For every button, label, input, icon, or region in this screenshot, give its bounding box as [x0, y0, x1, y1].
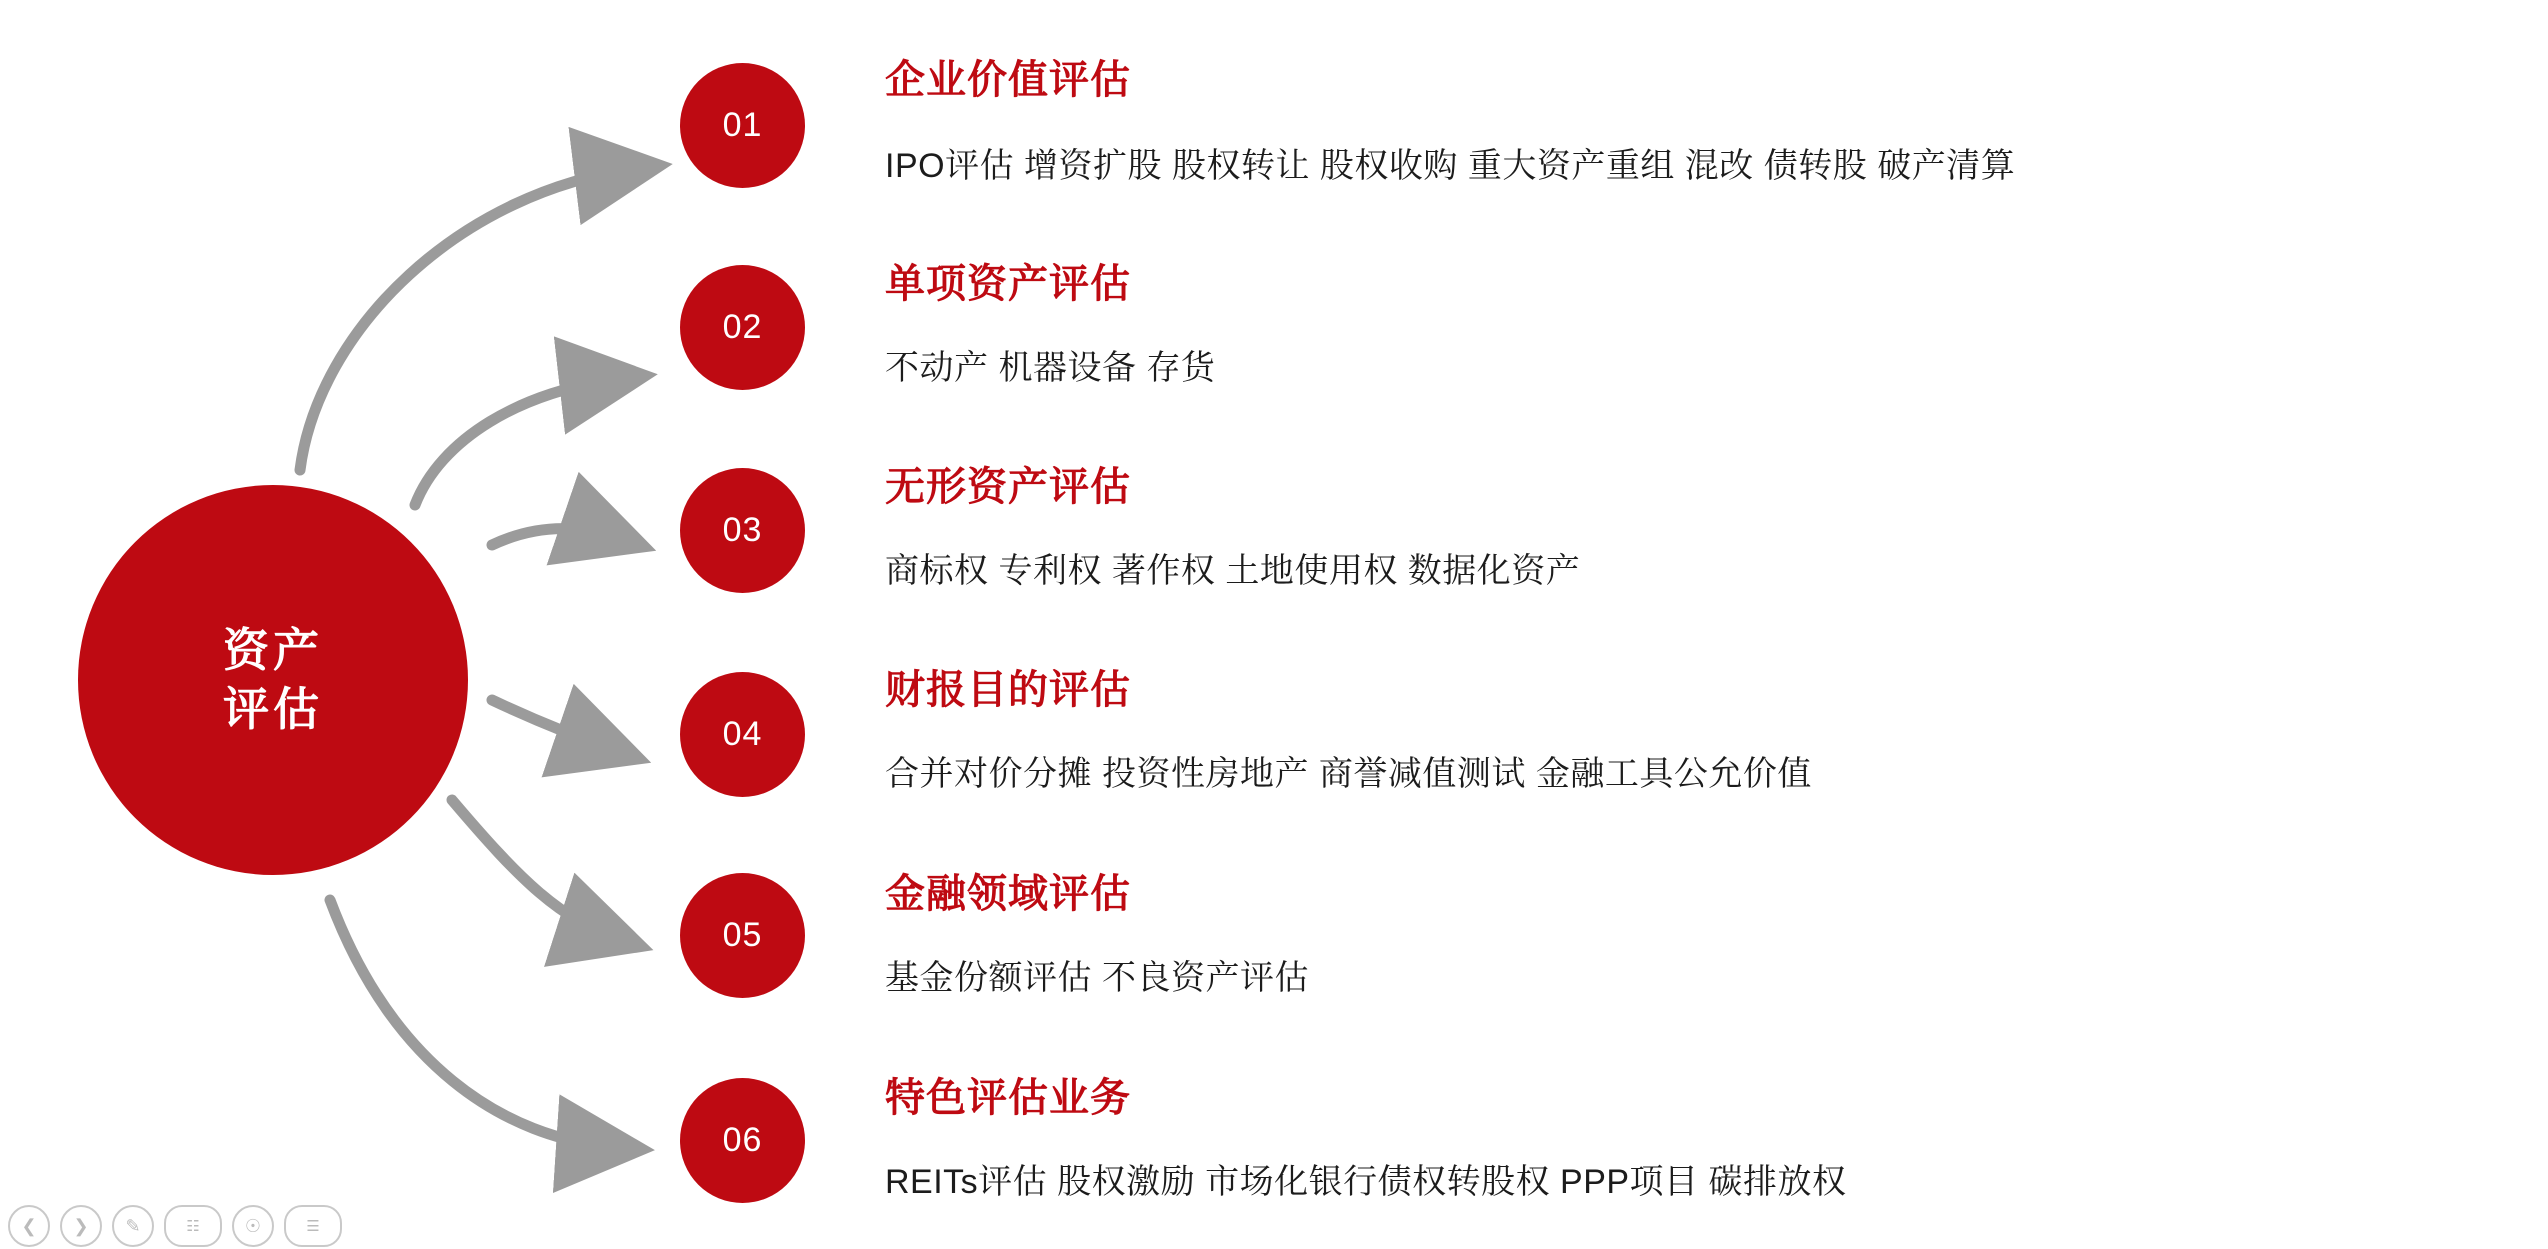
arrow-to-item-02 [415, 378, 625, 505]
pointer-icon[interactable]: ☉ [232, 1205, 274, 1247]
node-02[interactable] [680, 265, 805, 390]
hub-label-line1: 资产 [223, 624, 323, 677]
node-number-04: 04 [722, 715, 763, 753]
item-desc-01: IPO评估 增资扩股 股权转让 股权收购 重大资产重组 混改 债转股 破产清算 [885, 147, 2016, 185]
item-desc-03: 商标权 专利权 著作权 土地使用权 数据化资产 [885, 552, 1581, 590]
arrow-to-item-04 [492, 700, 620, 752]
menu-icon[interactable]: ☰ [284, 1205, 342, 1247]
node-01[interactable] [680, 63, 805, 188]
node-number-06: 06 [722, 1121, 763, 1159]
hub-label-line2: 评估 [223, 683, 323, 735]
item-title-04: 财报目的评估 [885, 668, 1131, 712]
item-desc-02: 不动产 机器设备 存货 [885, 349, 1216, 387]
node-05[interactable] [680, 873, 805, 998]
arrow-to-item-05 [452, 800, 622, 940]
node-number-01: 01 [722, 106, 763, 144]
node-03[interactable] [680, 468, 805, 593]
back-icon[interactable]: ❮ [8, 1205, 50, 1247]
item-title-01: 企业价值评估 [885, 58, 1131, 102]
hub-node[interactable] [78, 485, 468, 875]
item-title-05: 金融领域评估 [885, 872, 1131, 916]
node-04[interactable] [680, 672, 805, 797]
arrow-to-item-03 [492, 529, 625, 545]
item-desc-05: 基金份额评估 不良资产评估 [885, 959, 1309, 997]
node-number-02: 02 [722, 308, 763, 346]
forward-icon[interactable]: ❯ [60, 1205, 102, 1247]
bottom-toolbar[interactable] [8, 1205, 342, 1247]
item-title-03: 无形资产评估 [885, 465, 1131, 509]
node-06[interactable] [680, 1078, 805, 1203]
keyboard-icon[interactable]: ☷ [164, 1205, 222, 1247]
arrow-to-item-01 [300, 168, 640, 470]
pen-icon[interactable]: ✎ [112, 1205, 154, 1247]
item-desc-06: REITs评估 股权激励 市场化银行债权转股权 PPP项目 碳排放权 [885, 1163, 1847, 1201]
item-title-02: 单项资产评估 [885, 262, 1131, 306]
item-desc-04: 合并对价分摊 投资性房地产 商誉减值测试 金融工具公允价值 [885, 755, 1812, 793]
item-title-06: 特色评估业务 [885, 1076, 1131, 1120]
node-number-03: 03 [722, 511, 763, 549]
arrow-to-item-06 [330, 900, 622, 1148]
node-number-05: 05 [722, 916, 763, 954]
